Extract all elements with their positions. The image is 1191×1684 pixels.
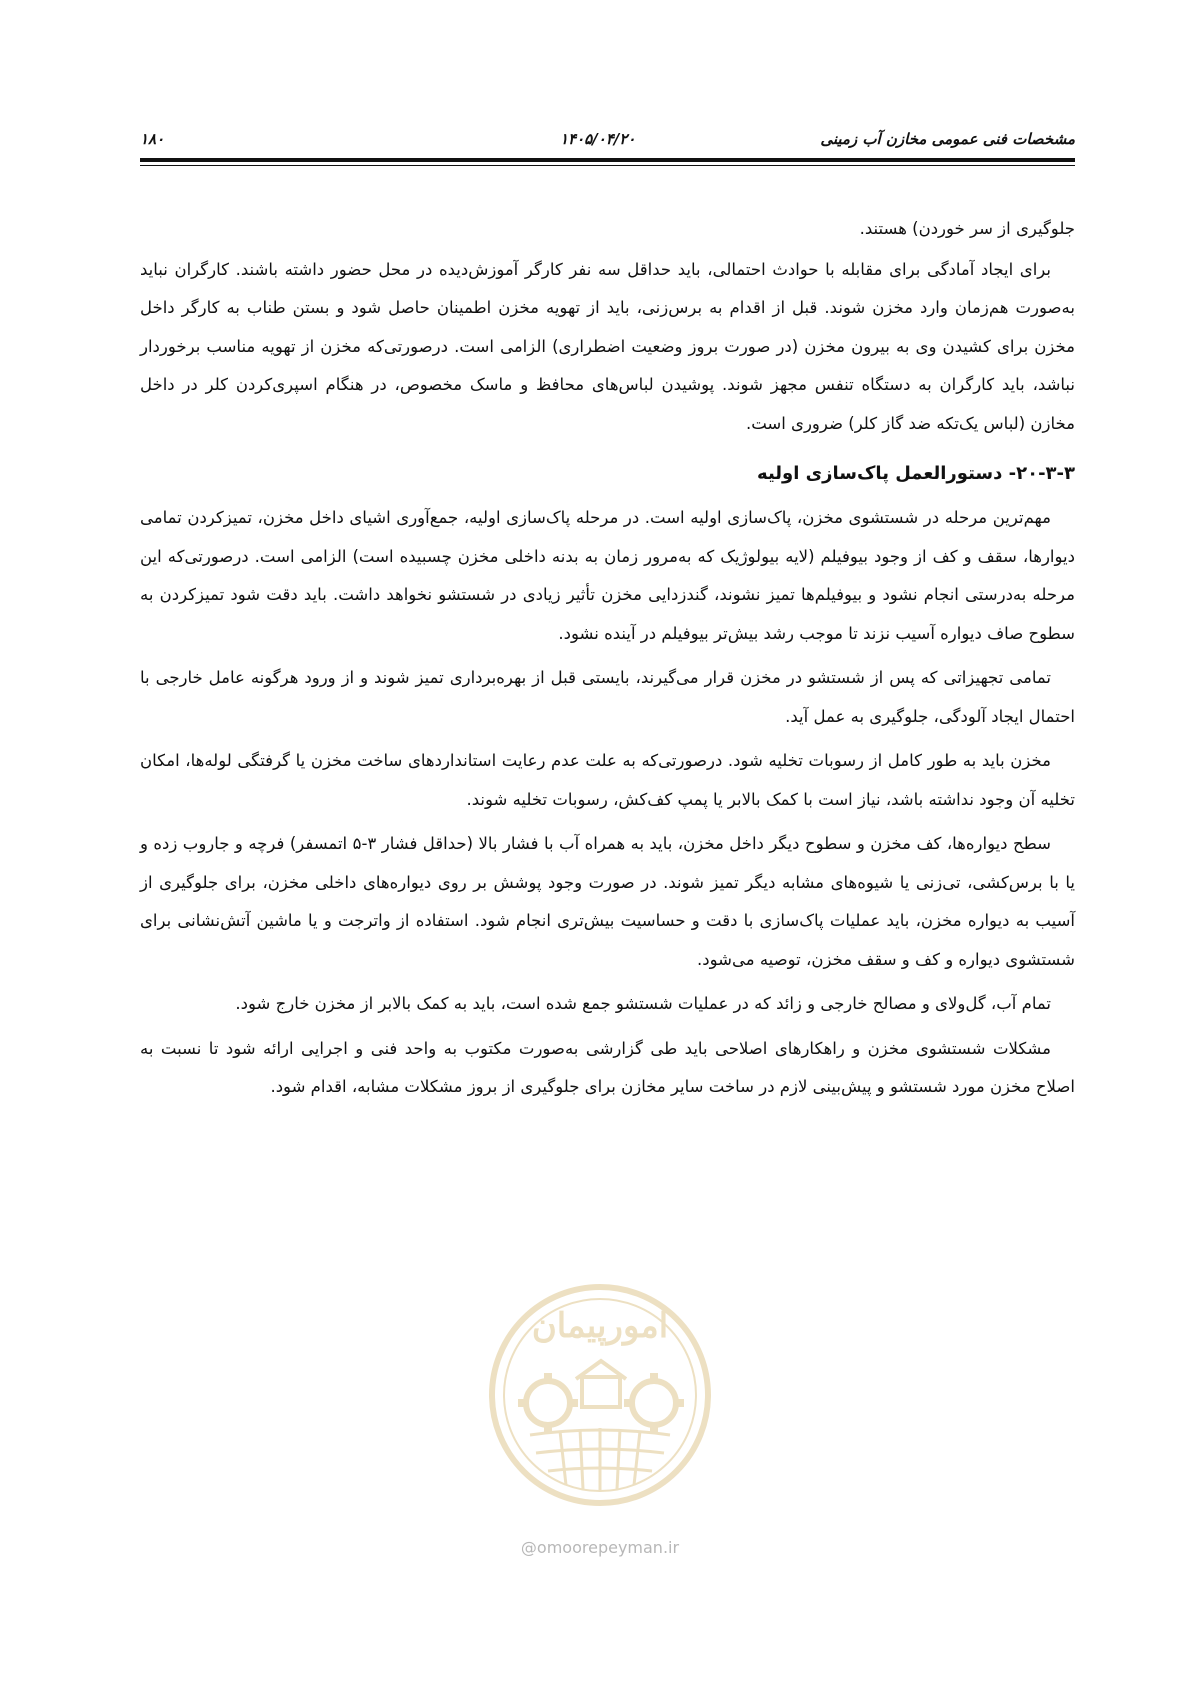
paragraph: سطح دیواره‌ها، کف مخزن و سطوح دیگر داخل مخزن، باید به همراه آب با فشار بالا (حداقل فشار ۳-۵ اتمسفر) فرچه و جاروب زده و یا با برس‌کشی، تی‌زنی یا شیوه‌های مشابه دیگر تمیز شوند. در صورت وجود پوشش بر روی دیواره‌های داخلی مخزن، برای جلوگیری از آسیب به دیواره مخزن، باید عملیات پاک‌سازی با دقت و حساسیت بیش‌تری انجام شود. استفاده از واترجت و یا ماشین آتش‌نشانی برای شستشوی دیواره و کف و سقف مخزن، توصیه می‌شود. <box>140 834 1075 969</box>
header-rule-thin <box>140 165 1075 166</box>
header-rule-thick <box>140 158 1075 162</box>
watermark-url: @omoorepeyman.ir <box>520 1538 680 1557</box>
watermark-logo <box>470 1275 730 1515</box>
watermark-logo-text: امورپیمان <box>531 1306 669 1346</box>
paragraph: مخزن باید به طور کامل از رسوبات تخلیه شود. درصورتی‌که به علت عدم رعایت استانداردهای ساخت مخزن یا گرفتگی لوله‌ها، امکان تخلیه آن وجود نداشته باشد، نیاز است با کمک بالابر یا پمپ کف‌کش، رسوبات تخلیه شوند. <box>140 751 1075 809</box>
header-date: ۱۴۰۵/۰۴/۲۰ <box>560 130 636 148</box>
paragraph: مشکلات شستشوی مخزن و راهکارهای اصلاحی باید طی گزارشی به‌صورت مکتوب به واحد فنی و اجرایی ارائه شود تا نسبت به اصلاح مخزن مورد شستشو و پیش‌بینی لازم در ساخت سایر مخازن برای جلوگیری از بروز مشکلات مشابه، اقدام شود. <box>140 1038 1075 1096</box>
paragraph: تمامی تجهیزاتی که پس از شستشو در مخزن قرار می‌گیرند، بایستی قبل از بهره‌برداری تمیز شوند و از ورود هرگونه عامل خارجی با احتمال ایجاد آلودگی، جلوگیری به عمل آید. <box>140 668 1075 726</box>
paragraph: جلوگیری از سر خوردن) هستند. <box>859 219 1075 238</box>
paragraph: تمام آب، گل‌ولای و مصالح خارجی و زائد که در عملیات شستشو جمع شده است، باید به کمک بالابر از مخزن خارج شود. <box>235 994 1051 1013</box>
page-number: ۱۸۰ <box>140 130 165 148</box>
running-header <box>140 128 1075 158</box>
section-heading: ۲۰-۳-۳- دستورالعمل پاک‌سازی اولیه <box>757 463 1075 484</box>
paragraph: برای ایجاد آمادگی برای مقابله با حوادث احتمالی، باید حداقل سه نفر کارگر آموزش‌دیده در محل حضور داشته باشند. کارگران نباید به‌صورت هم‌زمان وارد مخزن شوند. قبل از اقدام به برس‌زنی، باید از تهویه مخزن اطمینان حاصل شود و بستن طناب به کارگر داخل مخزن برای کشیدن وی به بیرون مخزن (در صورت بروز وضعیت اضطراری) الزامی است. درصورتی‌که مخزن از تهویه مناسب برخوردار نباشد، باید کارگران به دستگاه تنفس مجهز شوند. پوشیدن لباس‌های محافظ و ماسک مخصوص، در هنگام اسپری‌کردن کلر در داخل مخازن (لباس یک‌تکه ضد گاز کلر) ضروری است. <box>140 259 1075 433</box>
document-title: مشخصات فنی عمومی مخازن آب زمینی <box>820 130 1075 148</box>
document-body <box>140 210 1075 1113</box>
paragraph: مهم‌ترین مرحله در شستشوی مخزن، پاک‌سازی اولیه است. در مرحله پاک‌سازی اولیه، جمع‌آوری اشیای داخل مخزن، تمیزکردن تمامی دیوارها، سقف و کف از وجود بیوفیلم (لایه بیولوژیک که به‌مرور زمان به بدنه داخلی مخزن چسبیده است) الزامی است. درصورتی‌که این مرحله به‌درستی انجام نشود و بیوفیلم‌ها تمیز نشوند، گندزدایی مخزن تأثیر زیادی در شستشو نخواهد داشت. باید دقت شود تمیزکردن به سطوح صاف دیواره آسیب نزند تا موجب رشد بیش‌تر بیوفیلم در آینده نشود. <box>140 508 1075 643</box>
